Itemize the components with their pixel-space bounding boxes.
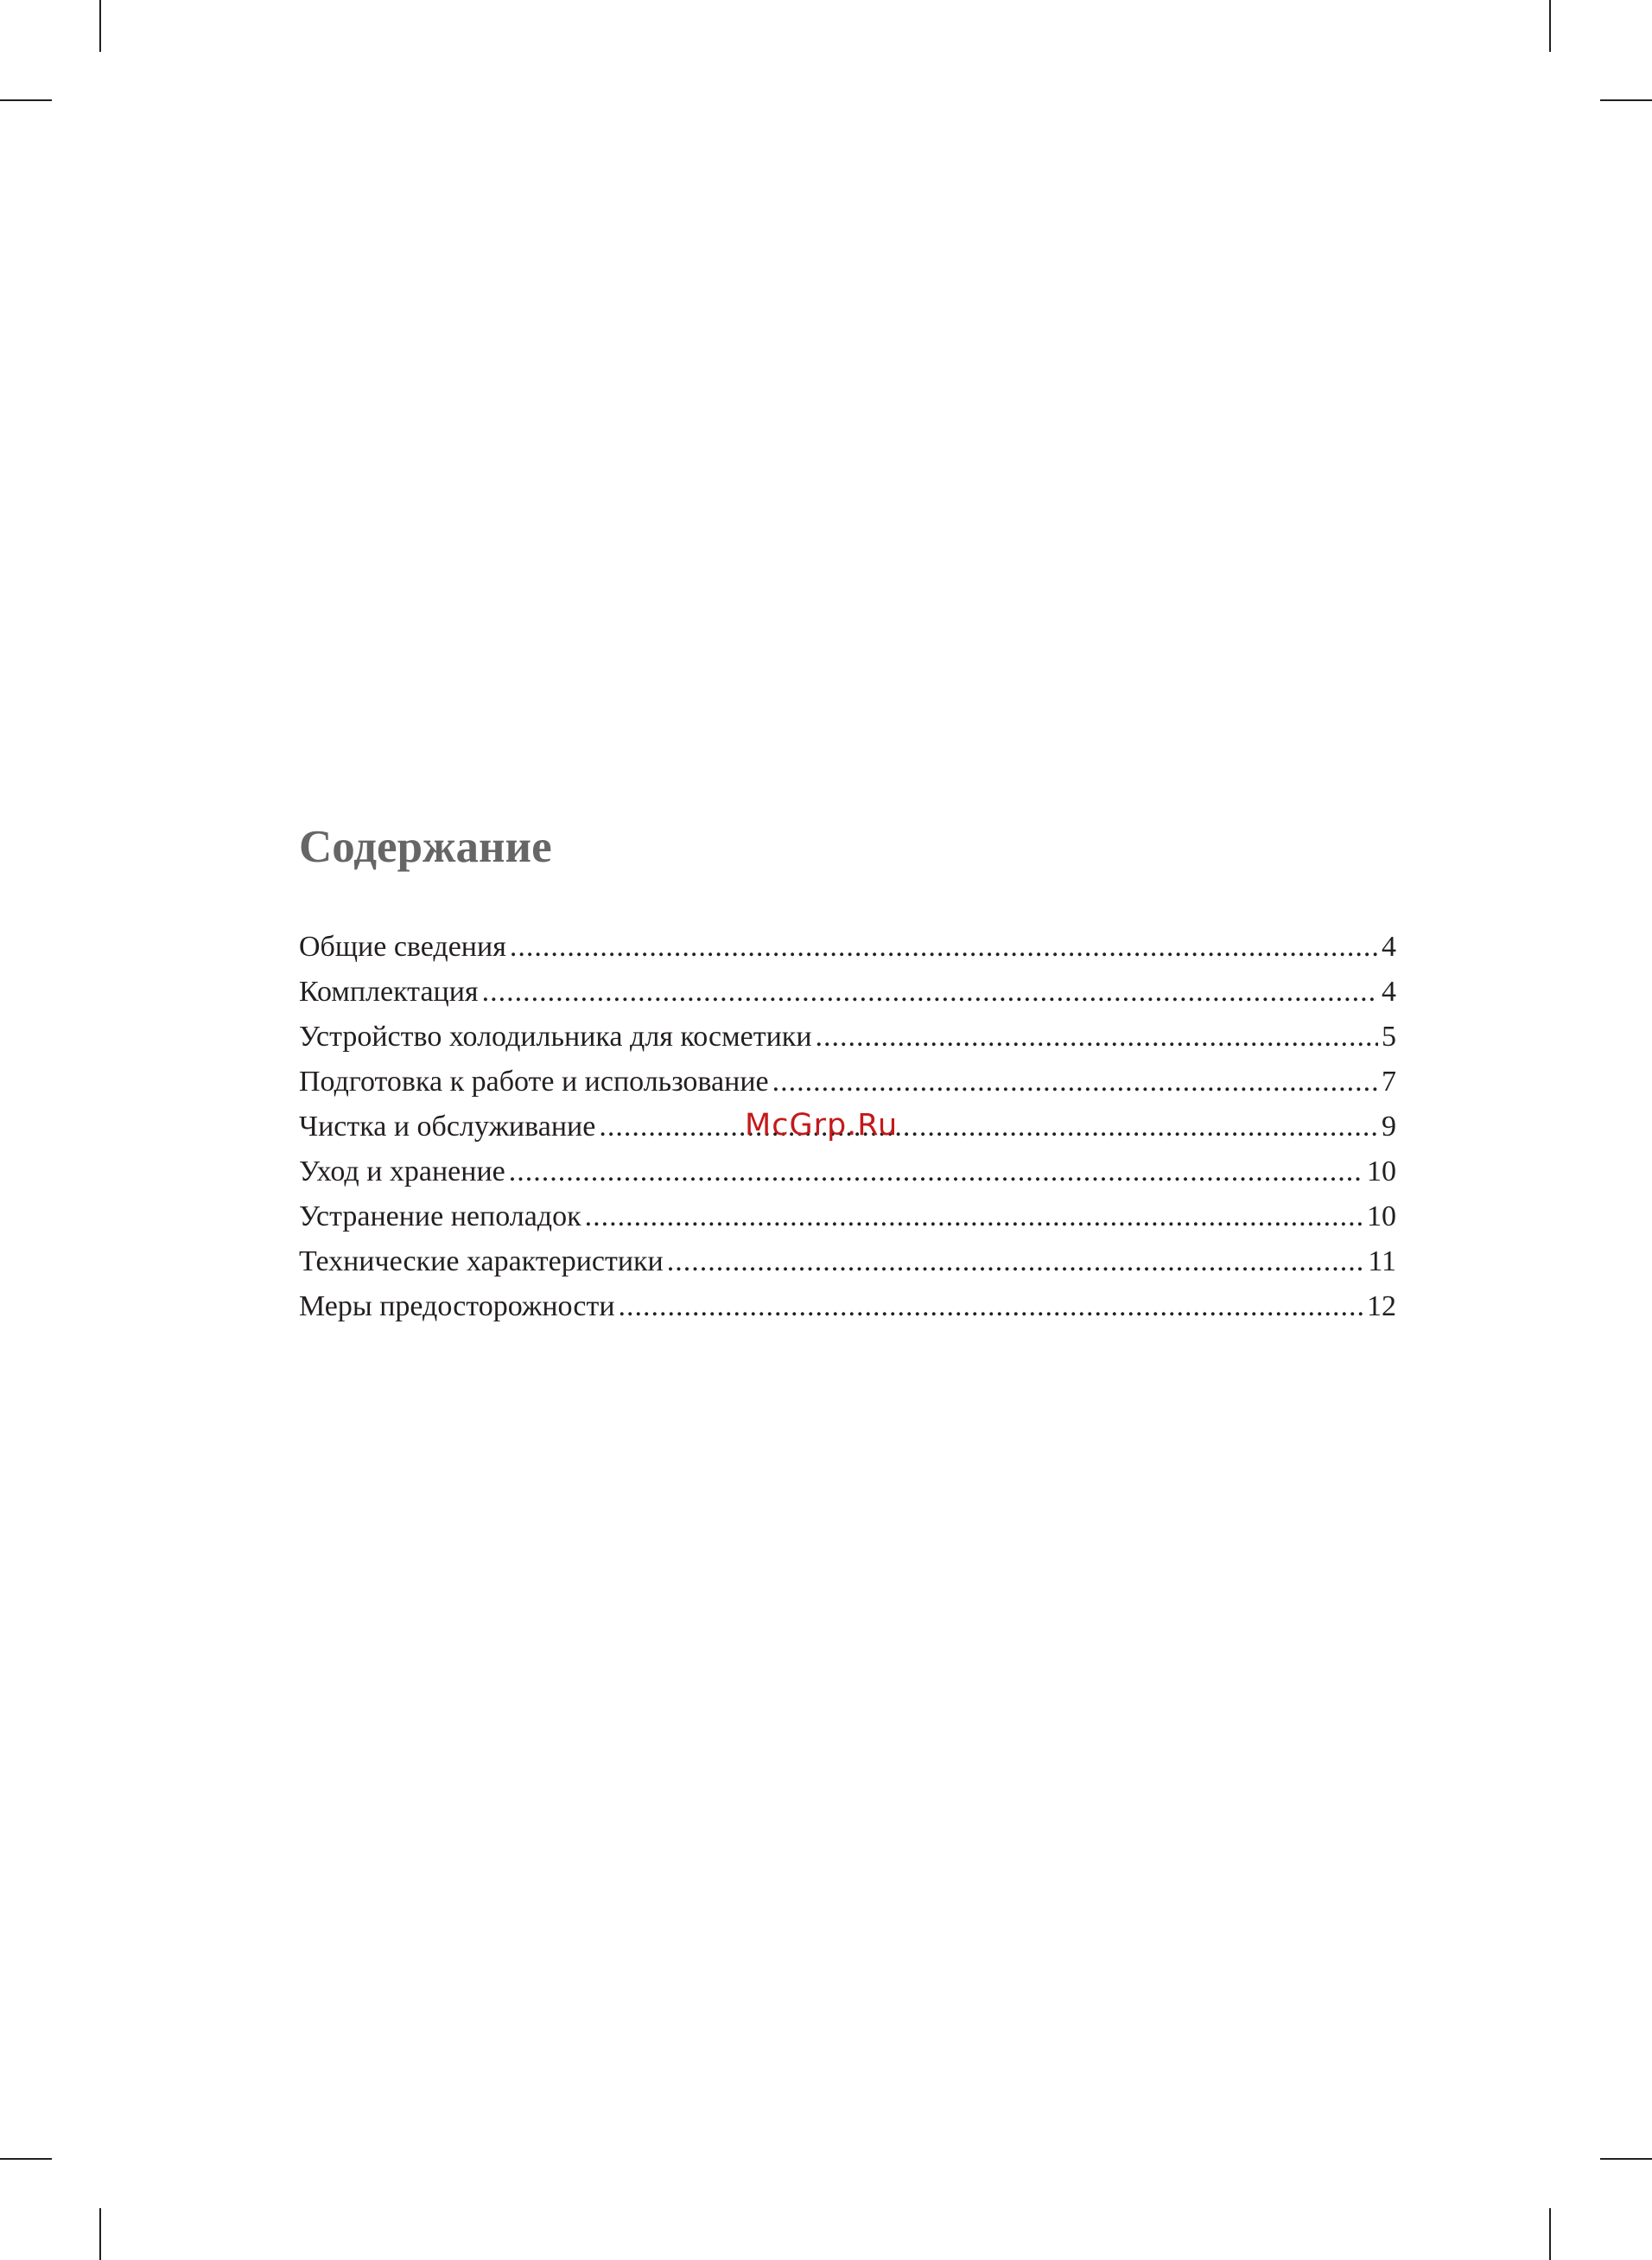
toc-entry-label: Устранение неполадок	[299, 1200, 581, 1232]
toc-entry-page: 5	[1382, 1021, 1396, 1053]
toc-entry-page: 4	[1382, 976, 1396, 1008]
toc-entry-page: 10	[1367, 1155, 1396, 1187]
toc-entry-page: 12	[1367, 1290, 1396, 1322]
toc-entry-page: 4	[1382, 931, 1396, 963]
toc-entry	[299, 1194, 1396, 1239]
toc-dot-leader	[772, 1060, 1378, 1105]
toc-entry-label: Чистка и обслуживание	[299, 1111, 596, 1143]
toc-entry-label: Общие сведения	[299, 931, 506, 963]
crop-mark-top-left-horizontal	[0, 99, 52, 101]
toc-entry-label: Подготовка к работе и использование	[299, 1066, 769, 1098]
toc-entry-page: 7	[1382, 1066, 1396, 1098]
toc-dot-leader	[619, 1284, 1363, 1329]
crop-mark-top-left-vertical	[99, 0, 101, 52]
toc-entry	[299, 1284, 1396, 1329]
toc-entry-label: Устройство холодильника для косметики	[299, 1021, 812, 1053]
toc-entry	[299, 1015, 1396, 1060]
toc-entry-label: Комплектация	[299, 976, 479, 1008]
toc-dot-leader	[599, 1105, 1378, 1149]
toc-entry-page: 9	[1382, 1111, 1396, 1143]
toc-entry	[299, 1239, 1396, 1284]
toc-dot-leader	[482, 970, 1378, 1015]
toc-entry-page: 10	[1367, 1200, 1396, 1232]
crop-mark-bottom-right-horizontal	[1600, 2158, 1652, 2160]
toc-entry	[299, 925, 1396, 970]
toc-entry-label: Технические характеристики	[299, 1245, 664, 1277]
toc-heading: Содержание	[299, 822, 552, 872]
crop-mark-bottom-right-vertical	[1549, 2208, 1551, 2260]
toc-entry	[299, 1149, 1396, 1194]
crop-mark-top-right-vertical	[1549, 0, 1551, 52]
toc-dot-leader	[667, 1239, 1365, 1284]
toc-entry-page: 11	[1368, 1245, 1396, 1277]
toc-dot-leader	[510, 925, 1378, 970]
toc-entry-label: Уход и хранение	[299, 1155, 505, 1187]
table-of-contents	[299, 817, 1396, 1329]
crop-mark-bottom-left-horizontal	[0, 2158, 52, 2160]
watermark-text: McGrp.Ru	[745, 1108, 899, 1143]
toc-entry	[299, 1060, 1396, 1105]
toc-dot-leader	[816, 1015, 1378, 1060]
toc-entry	[299, 970, 1396, 1015]
crop-mark-top-right-horizontal	[1600, 99, 1652, 101]
toc-entry-label: Меры предосторожности	[299, 1290, 615, 1322]
crop-mark-bottom-left-vertical	[99, 2208, 101, 2260]
toc-dot-leader	[509, 1149, 1363, 1194]
toc-dot-leader	[585, 1194, 1363, 1239]
